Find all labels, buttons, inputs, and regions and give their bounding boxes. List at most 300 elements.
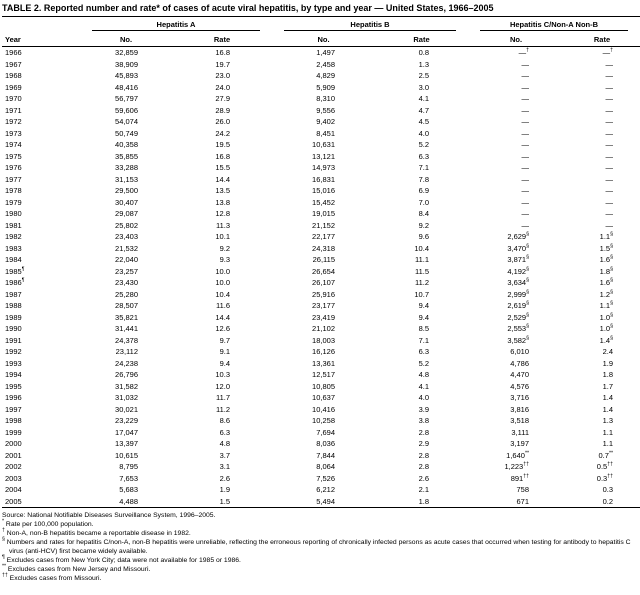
value-cell: 8.6 [219,416,230,425]
value-cell: 1.6§ [599,277,613,287]
value-cell: 28,507 [115,301,138,310]
year-cell: 1998 [5,416,22,425]
value-cell: — [605,140,613,149]
value-cell: 1.4 [602,404,613,414]
value-cell: — [605,117,613,126]
value-cell: 7,653 [119,473,138,483]
value-cell: 0.5†† [596,461,613,471]
value-cell: 2,999§ [507,289,529,299]
value-cell: 2.6 [219,473,230,483]
value-cell: 10.4 [215,289,230,299]
value-cell: 9.1 [219,347,230,356]
value-cell: 6.3 [219,427,230,437]
value-cell: 7.8 [418,174,429,184]
value-cell: 26,796 [115,370,138,379]
value-cell: 1.1§ [599,231,613,241]
year-cell: 1978 [5,186,22,195]
value-cell: 4,576 [510,381,529,391]
value-cell: 22,040 [115,255,138,264]
year-cell: 1966 [5,48,22,57]
year-cell: 2005 [5,496,22,506]
value-cell: 11.1 [414,255,429,264]
value-cell: 4.0 [418,393,429,402]
table-row [2,323,640,335]
value-cell: 1.2§ [599,289,613,299]
value-cell: 6,010 [510,347,529,356]
year-cell: 2004 [5,485,22,494]
table-row [2,427,640,439]
table-row [2,139,640,151]
value-cell: 10,416 [312,404,335,414]
value-cell: 21,532 [115,243,138,253]
year-cell: 2001 [5,450,22,460]
table-row [2,243,640,255]
value-cell: 8.4 [418,209,429,218]
table-row [2,254,640,266]
value-cell: 1.1 [602,439,613,448]
value-cell: 25,280 [115,289,138,299]
value-cell: 10.1 [215,232,230,241]
group-header-label: Hepatitis C/Non-A Non-B [480,20,628,31]
value-cell: 4.1 [418,381,429,391]
year-cell: 1993 [5,358,22,368]
table-row [2,415,640,427]
value-cell: 3.0 [418,82,429,92]
header-group-row [2,17,640,32]
value-cell: — [605,71,613,80]
value-cell: 7,694 [316,427,335,437]
table-row [2,105,640,117]
table-row [2,473,640,485]
year-cell: 2000 [5,439,22,448]
value-cell: 35,855 [115,151,138,161]
value-cell: 1.1§ [599,300,613,310]
value-cell: — [605,209,613,218]
value-cell: 4,829 [316,71,335,80]
value-cell: 23,229 [115,416,138,425]
table-row [2,70,640,82]
value-cell: 16,126 [312,347,335,356]
year-cell: 1973 [5,128,22,138]
value-cell: 45,893 [115,71,138,80]
value-cell: 8,064 [316,462,335,471]
value-cell: 32,859 [115,48,138,57]
value-cell: 16.8 [215,48,230,57]
value-cell: 23.0 [215,71,230,80]
value-cell: 2,629§ [507,231,529,241]
value-cell: 8.5 [418,324,429,333]
value-cell: 1.1 [602,427,613,437]
value-cell: 3,582§ [507,335,529,345]
year-cell: 1995 [5,381,22,391]
value-cell: 24.2 [215,128,230,138]
value-cell: 12.0 [215,381,230,391]
value-cell: — [605,94,613,103]
value-cell: —† [518,47,529,57]
year-cell: 1999 [5,427,22,437]
table-row [2,82,640,94]
value-cell: 5.2 [418,140,429,149]
subheader-rate: Rate [172,31,272,47]
subheader-no: No. [272,31,375,47]
year-cell: 2002 [5,462,22,471]
group-header-label: Hepatitis A [92,20,260,31]
value-cell: — [521,117,529,126]
value-cell: 3,518 [510,416,529,425]
year-cell: 1989 [5,312,22,322]
value-cell: 1.9 [602,358,613,368]
value-cell: 9.4 [418,312,429,322]
year-cell: 1988 [5,301,22,310]
column-header-year: Year [2,17,80,47]
table-row [2,185,640,197]
subheader-no: No. [80,31,172,47]
value-cell: 2.5 [418,71,429,80]
value-cell: 5.2 [418,358,429,368]
value-cell: 5,494 [316,496,335,506]
value-cell: 19.7 [215,59,230,69]
year-cell: 1981 [5,220,22,230]
table-row [2,358,640,370]
value-cell: 10,631 [312,140,335,149]
value-cell: 23,112 [115,347,138,356]
value-cell: — [521,209,529,218]
value-cell: 23,419 [312,312,335,322]
value-cell: 1.4 [602,393,613,402]
table-row [2,151,640,163]
value-cell: 17,047 [115,427,138,437]
value-cell: 2.6 [418,473,429,483]
value-cell: 1.8§ [599,266,613,276]
year-cell: 1990 [5,324,22,333]
value-cell: 12.8 [215,209,230,218]
table-row [2,312,640,324]
value-cell: 10,805 [312,381,335,391]
value-cell: 10.0 [215,266,230,276]
value-cell: 10.7 [414,289,429,299]
value-cell: 2.9 [418,439,429,448]
value-cell: 3,816 [510,404,529,414]
value-cell: 4,488 [119,496,138,506]
value-cell: 1.0§ [599,312,613,322]
value-cell: 40,358 [115,140,138,149]
subheader-rate: Rate [564,31,640,47]
table-row [2,369,640,381]
value-cell: 14.4 [215,174,230,184]
value-cell: 19.5 [215,140,230,149]
value-cell: 7.0 [418,197,429,207]
group-header-hepatitis-a [80,17,272,32]
footnote: § Numbers and rates for hepatitis C/non-A, non-B hepatitis were unreliable, reflecting the erroneous reporting of chronically infected persons as acute cases that occurred when testing for antibody to hepatitis C virus (anti-HCV) first became widely available. [2,536,631,555]
footnote: † Non-A, non-B hepatitis became a reportable disease in 1982. [2,527,191,537]
value-cell: 10.0 [215,278,230,287]
value-cell: — [521,186,529,195]
value-cell: 12,517 [312,370,335,379]
value-cell: 9.6 [418,232,429,241]
value-cell: 4.8 [219,439,230,448]
value-cell: 10.4 [414,243,429,253]
table-row [2,220,640,232]
year-cell: 1976 [5,163,22,172]
value-cell: 9.2 [219,243,230,253]
value-cell: 9,556 [316,105,335,115]
value-cell: — [605,105,613,115]
group-header-hepatitis-c [468,17,640,32]
value-cell: —† [602,47,613,57]
value-cell: 3,470§ [507,243,529,253]
year-cell: 1980 [5,209,22,218]
value-cell: — [521,151,529,161]
value-cell: 0.2 [602,496,613,506]
value-cell: — [605,197,613,207]
year-cell: 2003 [5,473,22,483]
table-row [2,289,640,301]
value-cell: 1.3 [418,59,429,69]
value-cell: 3,111 [511,427,529,437]
value-cell: 23,430 [115,278,138,287]
value-cell: 4.8 [418,370,429,379]
value-cell: 23,177 [312,301,335,310]
value-cell: 31,032 [115,393,138,402]
table-row [2,208,640,220]
value-cell: 11.3 [215,220,230,230]
value-cell: 1.0§ [599,323,613,333]
table-row [2,404,640,416]
value-cell: 6,212 [316,485,335,494]
value-cell: 2,458 [316,59,335,69]
value-cell: 1.9 [219,485,230,494]
year-cell: 1971 [5,105,22,115]
value-cell: 15,452 [312,197,335,207]
table-title: TABLE 2. Reported number and rate* of cases of acute viral hepatitis, by type and year — United States, 1966–2005 [2,3,494,13]
value-cell: 19,015 [312,209,335,218]
value-cell: 28.9 [215,105,230,115]
value-cell: 4,786 [510,358,529,368]
value-cell: 21,102 [312,324,335,333]
subheader-no: No. [468,31,564,47]
value-cell: 1.4§ [599,335,613,345]
table-row [2,59,640,71]
value-cell: 38,909 [115,59,138,69]
value-cell: 1,497 [316,48,335,57]
value-cell: 0.8 [418,48,429,57]
value-cell: 30,407 [115,197,138,207]
table-row [2,197,640,209]
value-cell: 25,916 [312,289,335,299]
value-cell: 26,115 [312,255,335,264]
value-cell: 54,074 [115,117,138,126]
value-cell: 2.4 [602,347,613,356]
value-cell: 3,871§ [507,254,529,264]
value-cell: — [521,71,529,80]
value-cell: 23,257 [115,266,138,276]
value-cell: 7.1 [418,335,429,345]
year-cell: 1983 [5,243,22,253]
value-cell: — [521,140,529,149]
value-cell: — [521,105,529,115]
value-cell: 3,197 [510,439,529,448]
value-cell: 6.3 [418,151,429,161]
value-cell: 24.0 [215,82,230,92]
value-cell: 16.8 [215,151,230,161]
value-cell: 29,087 [115,209,138,218]
value-cell: — [521,82,529,92]
value-cell: 2,619§ [507,300,529,310]
table-row [2,93,640,105]
value-cell: 1.5§ [599,243,613,253]
value-cell: 3.9 [418,404,429,414]
value-cell: 1.5 [219,496,230,506]
value-cell: 27.9 [215,94,230,103]
value-cell: 8,795 [119,462,138,471]
year-cell: 1991 [5,335,22,345]
value-cell: 9.4 [219,358,230,368]
year-cell: 1970 [5,94,22,103]
value-cell: 891†† [510,473,529,483]
value-cell: 5,909 [316,82,335,92]
value-cell: 3,634§ [507,277,529,287]
year-cell: 1982 [5,232,22,241]
table-row [2,381,640,393]
value-cell: 31,582 [115,381,138,391]
value-cell: 25,802 [115,220,138,230]
table-row [2,266,640,278]
value-cell: 15.5 [215,163,230,172]
value-cell: — [521,220,529,230]
value-cell: 10,637 [312,393,335,402]
value-cell: 29,500 [115,186,138,195]
value-cell: 8,310 [316,94,335,103]
table-row [2,438,640,450]
table-row [2,484,640,496]
value-cell: 6.3 [418,347,429,356]
value-cell: — [605,82,613,92]
value-cell: 48,416 [115,82,138,92]
value-cell: — [521,59,529,69]
table-row [2,392,640,404]
subheader-rate: Rate [375,31,468,47]
table-row [2,300,640,312]
value-cell: 21,152 [312,220,335,230]
table-row [2,346,640,358]
value-cell: — [521,128,529,138]
value-cell: 1.8 [418,496,429,506]
value-cell: 1.7 [602,381,613,391]
table-row [2,450,640,462]
value-cell: — [521,174,529,184]
value-cell: 4,470 [510,370,529,379]
year-cell: 1996 [5,393,22,402]
value-cell: 3.1 [219,462,230,471]
table-header [2,17,640,47]
table-row [2,277,640,289]
footnotes [2,511,639,583]
year-cell: 1974 [5,140,22,149]
year-cell: 1985¶ [5,266,25,276]
year-cell: 1972 [5,117,22,126]
value-cell: 9.3 [219,255,230,264]
year-cell: 1984 [5,255,22,264]
table-row [2,461,640,473]
table-row [2,174,640,186]
value-cell: 13,361 [312,358,335,368]
value-cell: 15,016 [312,186,335,195]
footnote: * Rate per 100,000 population. [2,518,94,528]
year-cell: 1967 [5,59,22,69]
value-cell: 59,606 [115,105,138,115]
value-cell: 3.7 [219,450,230,460]
value-cell: — [605,220,613,230]
value-cell: 8,451 [316,128,335,138]
value-cell: — [605,186,613,195]
table-body [2,47,640,508]
value-cell: 0.3 [602,485,613,494]
value-cell: 10.3 [215,370,230,379]
year-cell: 1997 [5,404,22,414]
value-cell: 2,553§ [507,323,529,333]
value-cell: 9.4 [418,301,429,310]
value-cell: 10,258 [312,416,335,425]
value-cell: 12.6 [215,324,230,333]
value-cell: 14,973 [312,163,335,172]
value-cell: 7,526 [316,473,335,483]
value-cell: 2.8 [418,462,429,471]
table-row [2,162,640,174]
value-cell: 23,403 [115,232,138,241]
value-cell: 56,797 [115,94,138,103]
value-cell: 1.3 [602,416,613,425]
value-cell: 13.8 [215,197,230,207]
table-row [2,496,640,508]
value-cell: 11.6 [215,301,230,310]
value-cell: 33,288 [115,163,138,172]
value-cell: 7,844 [316,450,335,460]
table-row [2,128,640,140]
value-cell: 13.5 [215,186,230,195]
year-cell: 1969 [5,82,22,92]
value-cell: 2.1 [418,485,429,494]
value-cell: 1,223†† [504,461,529,471]
value-cell: 26,107 [312,278,335,287]
value-cell: 26.0 [215,117,230,126]
value-cell: 4.0 [418,128,429,138]
year-cell: 1992 [5,347,22,356]
value-cell: 31,441 [115,324,138,333]
footnote: Source: National Notifiable Diseases Surveillance System, 1996–2005. [2,512,216,519]
value-cell: 9.2 [418,220,429,230]
year-cell: 1968 [5,71,22,80]
year-cell: 1994 [5,370,22,379]
year-cell: 1979 [5,197,22,207]
value-cell: — [605,151,613,161]
value-cell: — [521,163,529,172]
value-cell: 18,003 [312,335,335,345]
footnote: ¶ Excludes cases from New York City; data were not available for 1985 or 1986. [2,554,241,564]
value-cell: 1,640** [506,450,529,460]
value-cell: 14.4 [215,312,230,322]
value-cell: 11.2 [414,278,429,287]
table-row [2,47,640,59]
value-cell: 11.7 [215,393,230,402]
value-cell: 2,529§ [507,312,529,322]
value-cell: 30,021 [115,404,138,414]
value-cell: 3.8 [418,416,429,425]
value-cell: 13,397 [115,439,138,448]
value-cell: 5,683 [119,485,138,494]
value-cell: 24,378 [115,335,138,345]
value-cell: 50,749 [115,128,138,138]
value-cell: 9.7 [219,335,230,345]
